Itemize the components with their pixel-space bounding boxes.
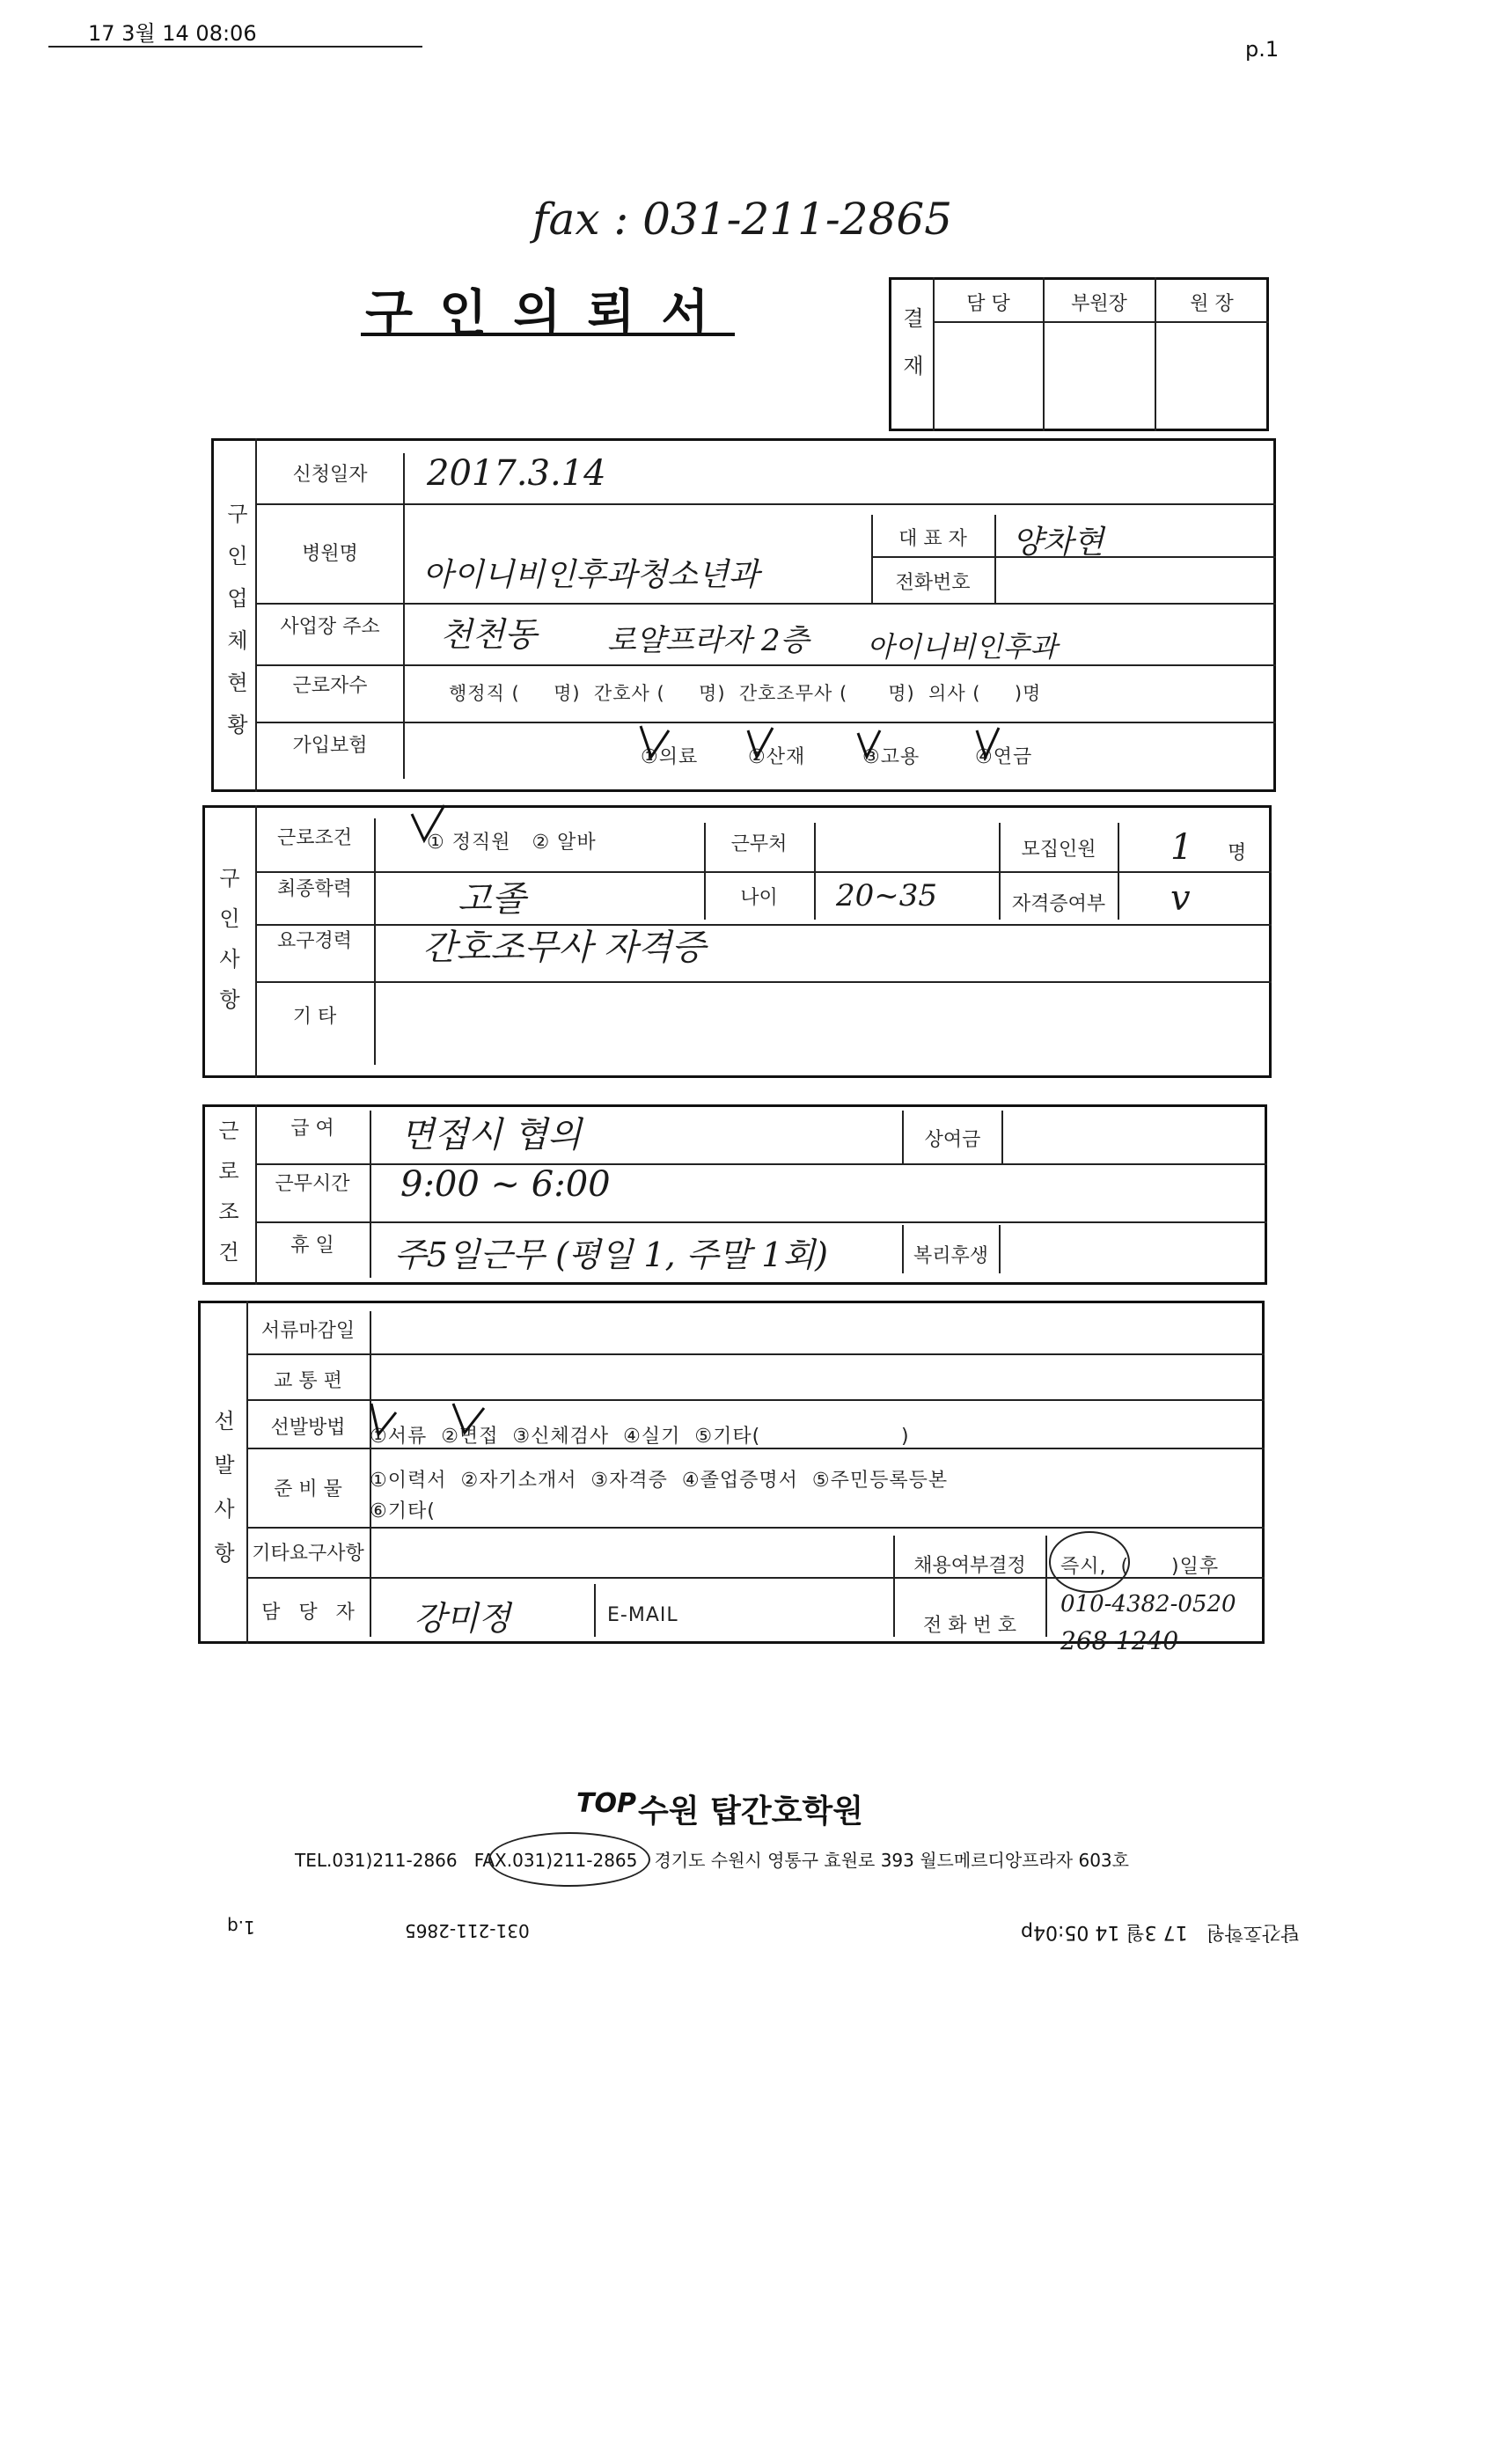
approval-col-3: 원 장 [1190, 293, 1234, 315]
fax-header-time: 17 3월 14 08:06 [88, 21, 257, 46]
career-label: 요구경력 [276, 930, 352, 952]
tel-2: 268-1240 [1060, 1626, 1179, 1655]
approval-col-1: 담 당 [966, 293, 1010, 315]
s3-divider [255, 1104, 257, 1285]
s1-divider [871, 515, 873, 603]
condition-text: ① 정직원 ② 알바 [427, 832, 597, 854]
bonus-label: 상여금 [924, 1129, 981, 1151]
salary-value: 면접시 협의 [400, 1115, 582, 1155]
age-value: 20~35 [836, 878, 938, 913]
s2-divider [1118, 823, 1119, 920]
method-label: 선발방법 [270, 1417, 346, 1439]
approval-divider [933, 321, 1269, 323]
s2-divider [999, 823, 1001, 920]
rep-name: 양차현 [1012, 524, 1104, 561]
s1-divider [994, 515, 996, 603]
title-underline [361, 333, 735, 336]
s2-divider [814, 823, 816, 920]
footer-mirror-mid: 031-211-2865 [405, 1920, 530, 1941]
recruit-unit: 명 [1228, 842, 1248, 864]
insurance-item-4: ④연금 [975, 746, 1033, 768]
cert-label: 자격증여부 [1011, 893, 1106, 915]
footer-logo: TOP [576, 1788, 636, 1819]
hire-decision-circle [1049, 1531, 1130, 1593]
hire-decision-value: 즉시, ( )일후 [1060, 1556, 1220, 1578]
insurance-item-1: ①의료 [641, 746, 699, 768]
insurance-item-3: ③고용 [862, 746, 920, 768]
s2-divider [255, 981, 1272, 983]
section2-side-label: 구 인 사 항 [219, 866, 240, 1012]
condition-checkmark [405, 796, 458, 849]
age-label: 나이 [740, 887, 778, 909]
fax-header-rule [48, 46, 422, 48]
prep-label: 준 비 물 [274, 1478, 342, 1500]
s3-divider [255, 1221, 1267, 1223]
s1-divider [255, 664, 1276, 666]
hospital-label: 병원명 [302, 543, 358, 565]
section3-side-label: 근 로 조 건 [218, 1118, 239, 1265]
s4-divider [594, 1584, 596, 1637]
footer-fax-circle [488, 1832, 650, 1887]
method-checkmarks [361, 1390, 537, 1443]
s1-divider [403, 453, 405, 779]
address-part-1: 천천동 [440, 615, 538, 654]
career-value: 간호조무사 자격증 [422, 928, 706, 968]
s2-divider [704, 823, 706, 920]
section4-side-label: 선 발 사 항 [214, 1409, 235, 1566]
rep-label: 대 표 자 [898, 528, 967, 550]
workers-label: 근로자수 [292, 675, 368, 697]
welfare-label: 복리후생 [913, 1245, 988, 1267]
s2-divider [374, 818, 376, 1065]
condition-label: 근로조건 [276, 827, 352, 849]
tel-label: 전 화 번 호 [923, 1615, 1016, 1637]
recruit-count: 1 [1170, 827, 1193, 868]
handwritten-fax-number: fax : 031-211-2865 [532, 194, 953, 245]
section1-side-label: 구 인 업 체 현 황 [227, 502, 248, 737]
s3-divider [902, 1111, 904, 1163]
footer-mirror-left: 1.q [227, 1917, 255, 1938]
approval-side-label: 결 재 [903, 306, 924, 378]
holiday-label: 휴 일 [290, 1235, 334, 1257]
method-text: ①서류 ②면접 ③신체검사 ④실기 ⑤기타( ) [370, 1426, 910, 1448]
manager-label: 담 당 자 [261, 1602, 355, 1624]
insurance-item-2: ②산재 [748, 746, 806, 768]
prep-text-etc: ⑥기타( [370, 1500, 436, 1522]
address-part-2: 로얄프라자 2층 [607, 623, 810, 658]
s4-divider [246, 1353, 1265, 1355]
fax-header-page: p.1 [1245, 37, 1280, 62]
apply-date-label: 신청일자 [292, 464, 368, 486]
hours-value: 9:00 ~ 6:00 [400, 1164, 611, 1205]
s1-divider [255, 503, 1276, 505]
holiday-value: 주5일근무 (평일 1, 주말 1회) [394, 1236, 828, 1274]
deadline-label: 서류마감일 [260, 1320, 356, 1342]
cert-value: v [1170, 878, 1191, 919]
s3-divider [999, 1225, 1001, 1273]
insurance-label: 가입보험 [292, 735, 368, 757]
footer-org: 수원 탑간호학원 [638, 1793, 863, 1830]
s4-divider [246, 1527, 1265, 1529]
place-label: 근무처 [730, 833, 788, 855]
footer-contact: TEL.031)211-2866 FAX.031)211-2865 경기도 수원시 영통구 효원로 393 월드메르디앙프라자 603호 [295, 1850, 1129, 1871]
salary-label: 급 여 [290, 1118, 334, 1140]
s1-divider [255, 438, 257, 792]
manager-name: 강미정 [414, 1599, 511, 1638]
workers-text: 행정직 ( 명) 간호사 ( 명) 간호조무사 ( 명) 의사 ( )명 [449, 683, 1042, 704]
s4-divider [1045, 1536, 1047, 1637]
page-title: 구인의뢰서 [365, 285, 736, 342]
s2-divider [255, 805, 257, 1078]
other-req-label: 기타요구사항 [252, 1543, 364, 1565]
tel-1: 010-4382-0520 [1060, 1591, 1236, 1617]
s3-divider [1001, 1111, 1003, 1163]
edu-label: 최종학력 [276, 878, 352, 900]
prep-text: ①이력서 ②자기소개서 ③자격증 ④졸업증명서 ⑤주민등록등본 [370, 1470, 949, 1492]
recruit-label: 모집인원 [1021, 839, 1096, 861]
transport-label: 교 통 편 [274, 1370, 342, 1392]
s3-divider [370, 1111, 371, 1278]
s4-divider [246, 1301, 248, 1644]
edu-value: 고졸 [458, 879, 526, 920]
hours-label: 근무시간 [275, 1173, 350, 1195]
etc-label: 기 타 [292, 1006, 337, 1028]
approval-col-2: 부원장 [1071, 293, 1127, 315]
address-label: 사업장 주소 [280, 616, 380, 638]
address-part-3: 아이니비인후과 [867, 630, 1058, 664]
insurance-checkmarks [616, 708, 1056, 770]
phone-label: 전화번호 [895, 572, 971, 594]
email-label: E-MAIL [607, 1604, 678, 1626]
apply-date: 2017.3.14 [427, 453, 606, 494]
footer-mirror-right: 탑간호학원 17 3월 14 05:04p [1021, 1921, 1300, 1943]
s3-divider [902, 1225, 904, 1273]
hire-decision-label: 채용여부결정 [913, 1555, 1026, 1577]
s2-divider [255, 924, 1272, 926]
s4-divider [893, 1536, 895, 1637]
hospital-name: 아이니비인후과청소년과 [422, 557, 759, 593]
s1-divider [255, 603, 1276, 605]
